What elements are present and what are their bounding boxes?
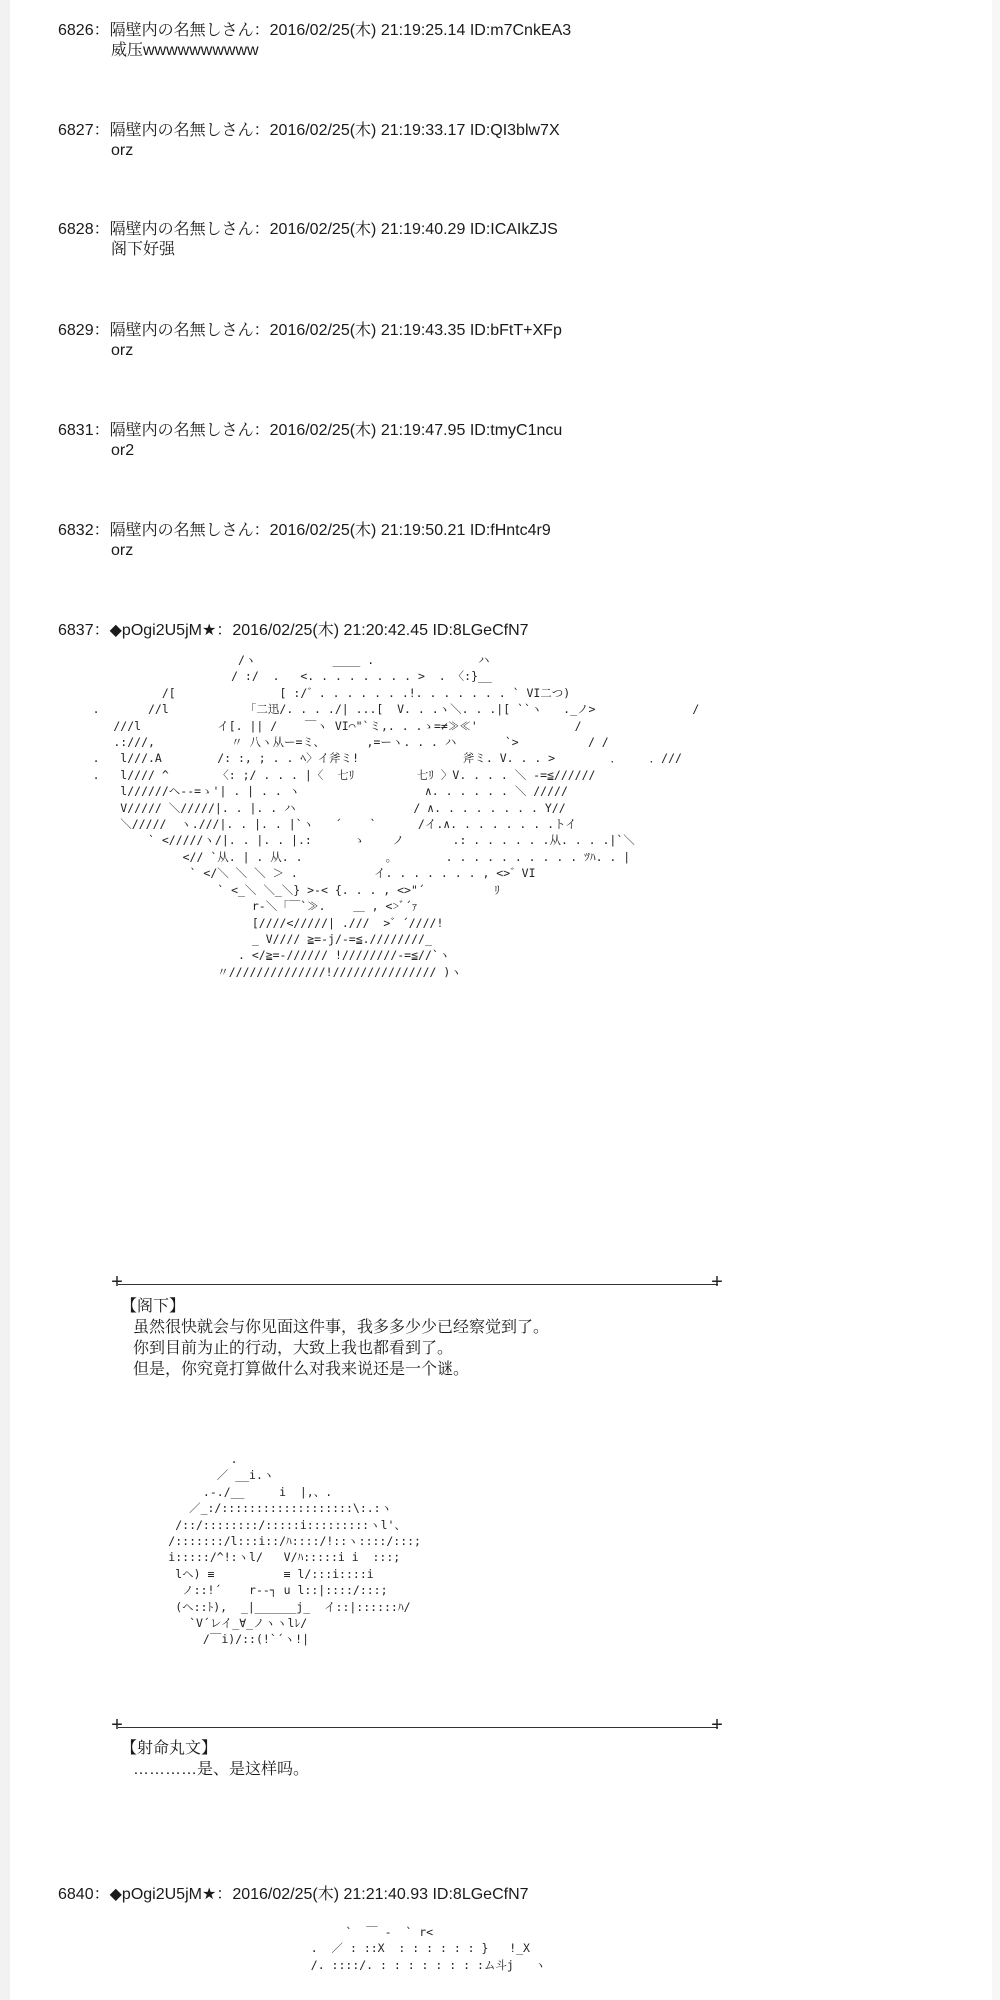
post-id: ID:tmyC1ncu: [469, 422, 563, 439]
dialogue-line: …………是、是这样吗。: [133, 1761, 310, 1778]
poster-name: ◆pOgi2U5jM★: [109, 1886, 217, 1903]
post-id: ID:fHntc4r9: [469, 522, 551, 539]
post-6829: [58, 321, 562, 361]
ascii-art-illustration: ` ￣ - ` r< . ／ : ::X : : : : : : } !_X /. ::::/. : : : : : : : :ム斗j ヽ: [310, 1925, 547, 1972]
post-header: 6832：隔壁内の名無しさん：2016/02/25(木) 21:19:50.21 ID:fHntc4r9: [58, 522, 551, 539]
left-margin-strip: [0, 0, 10, 2000]
post-datetime: 2016/02/25(木) 21:19:40.29: [269, 221, 466, 238]
post-body: orz: [111, 342, 134, 359]
divider-plus-left: +: [111, 1715, 124, 1738]
post-number: 6829: [58, 322, 94, 339]
post-header: 6840：◆pOgi2U5jM★：2016/02/25(木) 21:21:40.93 ID:8LGeCfN7: [58, 1886, 529, 1903]
poster-name: 隔壁内の名無しさん: [109, 422, 254, 439]
speaker-label: 【射命丸文】: [121, 1740, 218, 1757]
dialogue-divider: [118, 1727, 718, 1728]
post-id: ID:m7CnkEA3: [469, 22, 572, 39]
post-header: 6831：隔壁内の名無しさん：2016/02/25(木) 21:19:47.95 ID:tmyC1ncu: [58, 422, 563, 439]
dialogue-line: 但是，你究竟打算做什么对我来说还是一个谜。: [133, 1361, 470, 1378]
post-6828: [58, 220, 558, 260]
dialogue-line: 虽然很快就会与你见面这件事，我多多少少已经察觉到了。: [133, 1319, 550, 1336]
post-header: 6829：隔壁内の名無しさん：2016/02/25(木) 21:19:43.35 ID:bFtT+XFp: [58, 322, 562, 339]
post-6831: [58, 421, 562, 461]
post-id: ID:QI3blw7X: [469, 122, 560, 139]
poster-name: 隔壁内の名無しさん: [109, 522, 254, 539]
divider-plus-left: +: [111, 1272, 124, 1295]
divider-plus-right: +: [711, 1715, 724, 1738]
post-id: ID:8LGeCfN7: [432, 622, 529, 639]
post-datetime: 2016/02/25(木) 21:19:50.21: [269, 522, 466, 539]
post-body: 威压wwwwwwwwww: [111, 42, 259, 59]
ascii-art-illustration: . ／ __i.ヽ .-./__ i |,、. ／_:/:::::::::::::::::::\:.:ヽ /::/::::::::/:::::i:::::::::ヽl'、 /:::::::/l:::i::/ﾊ::::/!::ヽ::::/:::; i:::::/^!:ヽl/ V/ﾊ:::::i i :::; lヘ) ≡ ≡ l/:::i::::i ノ::!´ r‐-┐ u l::|::::/:::; (ヘ::ﾄ), _|______j_ イ::|::::::ﾊ/ `V´レイ_∀_ノヽヽlﾚ/ /￣i)/::(!`´ヽ!|: [168, 1452, 421, 1647]
post-6840: [58, 1885, 529, 1905]
poster-name: 隔壁内の名無しさん: [109, 122, 254, 139]
poster-name: 隔壁内の名無しさん: [109, 22, 254, 39]
divider-plus-right: +: [711, 1272, 724, 1295]
poster-name: ◆pOgi2U5jM★: [109, 622, 217, 639]
post-body: or2: [111, 442, 135, 459]
dialogue-block: [121, 1296, 550, 1380]
post-number: 6837: [58, 622, 94, 639]
post-number: 6840: [58, 1886, 94, 1903]
dialogue-divider: [118, 1284, 718, 1285]
post-header: 6827：隔壁内の名無しさん：2016/02/25(木) 21:19:33.17 ID:QI3blw7X: [58, 122, 560, 139]
post-datetime: 2016/02/25(木) 21:19:47.95: [269, 422, 466, 439]
post-6826: [58, 21, 571, 61]
post-6827: [58, 121, 560, 161]
post-body: 阁下好强: [111, 241, 176, 258]
post-number: 6827: [58, 122, 94, 139]
post-number: 6831: [58, 422, 94, 439]
post-6832: [58, 521, 551, 561]
post-id: ID:8LGeCfN7: [432, 1886, 529, 1903]
post-body: orz: [111, 142, 134, 159]
post-datetime: 2016/02/25(木) 21:19:25.14: [269, 22, 466, 39]
post-id: ID:ICAIkZJS: [469, 221, 558, 238]
post-datetime: 2016/02/25(木) 21:19:43.35: [269, 322, 466, 339]
speaker-label: 【阁下】: [121, 1298, 186, 1315]
post-number: 6832: [58, 522, 94, 539]
dialogue-block: [121, 1738, 310, 1780]
poster-name: 隔壁内の名無しさん: [109, 322, 254, 339]
post-body: orz: [111, 542, 134, 559]
poster-name: 隔壁内の名無しさん: [109, 221, 254, 238]
ascii-art-illustration: /ヽ ____ . ハ / :/ . <. . . . . . . . > . 〈:}__ /[ [ :/゛. . . . . . .!. . . . . . . ` VI二つ) . //l 「二迅/. . . ./| ...[ V. . .ヽ＼. . .|[ ``ヽ ._ノ> / ///l イ[. || / ￣ヽ VI⌒"`ミ,. . .ゝ=≠≫≪' / .:///, 〃 八ヽ从ー=ミ、 ,=ーヽ. . . ハ `> / / . l///.A /: :, ; . . ﾍ〉イ斧ミ! 斧ミ. V. . . > ． ．/// . l//// ^ 〈: ;/ . . . |〈 七ﾘ 七ﾘ 〉V. . . . ＼ -=≦////// l//////ヘ--=ゝ'| . | . . ヽ ∧. . . . . . ＼ ///// V///// ＼/////|. . |. . ハ / ∧. . . . . . . . Y// ＼///// ヽ.///|. . |. . |`ヽ ´ ` /イ.∧. . . . . . . .トイ ` </////ヽ/|. . |. . |.: ゝ ノ .: . . . . . .从. . . .|`＼ <// `从. | . 从. . 。 . . . . . . . . . . ﾂﾊ. . | ` </＼ ＼ ＼ ＞ . イ. . . . . . . , <>゛VI ` <_＼ ＼_＼} >-< {. . . , <>"´ ﾘ r-＼「￣`≫. ＿ , <>ﾞ´ｧ [////</////| ./// >゛´////! _ V//// ≧=-j/-=≦.////////_ . </≧=-////// !////////-=≦//`ヽ 〃//////////////!/////////////// )ヽ: [92, 653, 700, 979]
post-datetime: 2016/02/25(木) 21:19:33.17: [269, 122, 466, 139]
post-datetime: 2016/02/25(木) 21:20:42.45: [232, 622, 429, 639]
dialogue-line: 你到目前为止的行动，大致上我也都看到了。: [133, 1340, 454, 1357]
post-header: 6828：隔壁内の名無しさん：2016/02/25(木) 21:19:40.29 ID:ICAIkZJS: [58, 221, 558, 238]
post-datetime: 2016/02/25(木) 21:21:40.93: [232, 1886, 429, 1903]
post-number: 6828: [58, 221, 94, 238]
post-id: ID:bFtT+XFp: [469, 322, 562, 339]
post-header: 6837：◆pOgi2U5jM★：2016/02/25(木) 21:20:42.45 ID:8LGeCfN7: [58, 622, 529, 639]
post-header: 6826：隔壁内の名無しさん：2016/02/25(木) 21:19:25.14 ID:m7CnkEA3: [58, 22, 572, 39]
post-number: 6826: [58, 22, 94, 39]
post-6837: [58, 621, 529, 641]
right-margin-strip: [992, 0, 1000, 2000]
